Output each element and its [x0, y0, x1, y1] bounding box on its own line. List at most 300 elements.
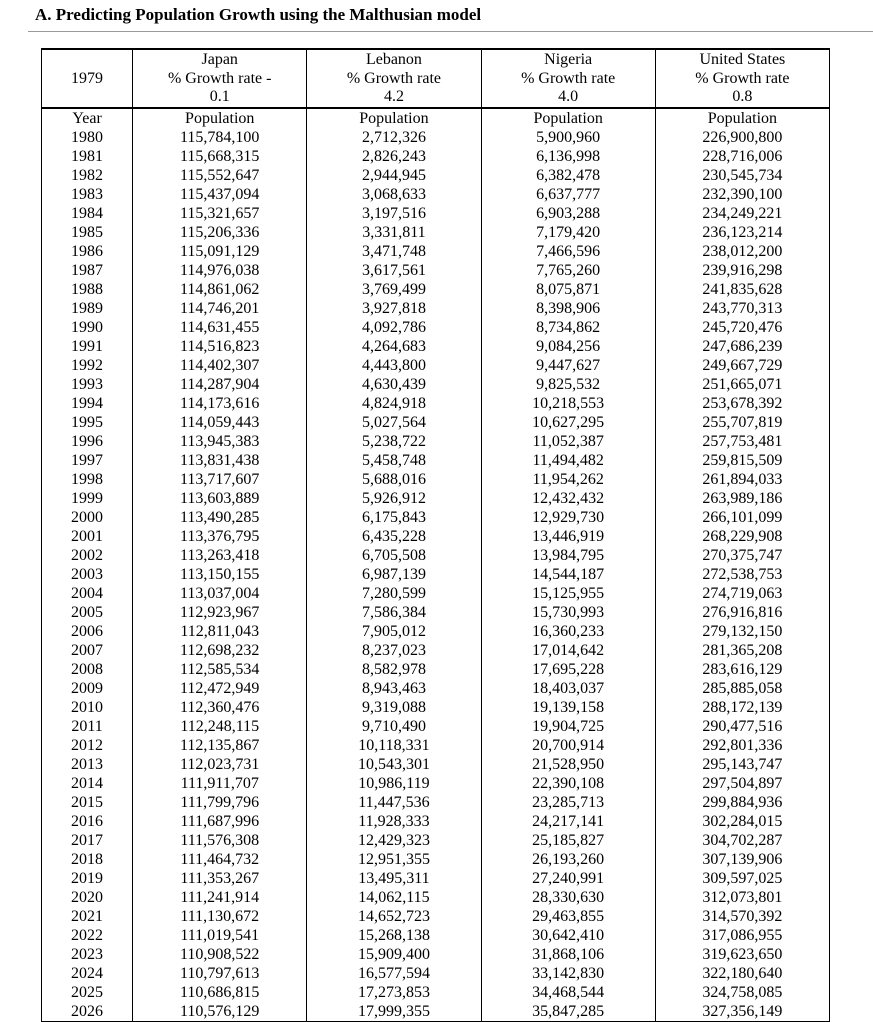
table-row [42, 413, 830, 432]
year-cell: 2023 [42, 945, 133, 964]
population-nigeria: 28,330,630 [481, 888, 655, 907]
population-lebanon: 5,458,748 [307, 451, 481, 470]
table-row [42, 242, 830, 261]
table-row [42, 546, 830, 565]
table-row [42, 508, 830, 527]
table-row [42, 907, 830, 926]
table-row [42, 603, 830, 622]
year-cell: 1983 [42, 185, 133, 204]
population-nigeria: 5,900,960 [481, 128, 655, 147]
population-japan: 112,472,949 [133, 679, 307, 698]
population-header-united-states: Population [655, 108, 829, 128]
header-row-columns [42, 108, 830, 128]
population-united-states: 232,390,100 [655, 185, 829, 204]
population-nigeria: 22,390,108 [481, 774, 655, 793]
population-lebanon: 6,987,139 [307, 565, 481, 584]
population-lebanon: 4,264,683 [307, 337, 481, 356]
population-united-states: 261,894,033 [655, 470, 829, 489]
population-lebanon: 3,068,633 [307, 185, 481, 204]
population-lebanon: 6,705,508 [307, 546, 481, 565]
population-nigeria: 9,447,627 [481, 356, 655, 375]
population-japan: 115,437,094 [133, 185, 307, 204]
population-japan: 115,668,315 [133, 147, 307, 166]
population-lebanon: 4,824,918 [307, 394, 481, 413]
year-cell: 1980 [42, 128, 133, 147]
population-united-states: 249,667,729 [655, 356, 829, 375]
population-japan: 112,811,043 [133, 622, 307, 641]
population-united-states: 317,086,955 [655, 926, 829, 945]
population-nigeria: 10,218,553 [481, 394, 655, 413]
population-united-states: 299,884,936 [655, 793, 829, 812]
year-cell: 1990 [42, 318, 133, 337]
table-row [42, 698, 830, 717]
table-row [42, 223, 830, 242]
population-nigeria: 8,734,862 [481, 318, 655, 337]
year-cell: 1999 [42, 489, 133, 508]
year-column-header: Year [42, 108, 133, 128]
table-row [42, 850, 830, 869]
population-japan: 115,784,100 [133, 128, 307, 147]
year-cell: 2007 [42, 641, 133, 660]
population-japan: 111,799,796 [133, 793, 307, 812]
population-nigeria: 13,984,795 [481, 546, 655, 565]
population-united-states: 274,719,063 [655, 584, 829, 603]
population-united-states: 322,180,640 [655, 964, 829, 983]
population-japan: 111,241,914 [133, 888, 307, 907]
title-underline [28, 31, 873, 32]
population-japan: 111,353,267 [133, 869, 307, 888]
population-nigeria: 7,466,596 [481, 242, 655, 261]
header-blank-cell [42, 49, 133, 69]
population-nigeria: 14,544,187 [481, 565, 655, 584]
population-nigeria: 21,528,950 [481, 755, 655, 774]
population-japan: 112,923,967 [133, 603, 307, 622]
population-japan: 113,376,795 [133, 527, 307, 546]
population-lebanon: 7,280,599 [307, 584, 481, 603]
year-cell: 2000 [42, 508, 133, 527]
population-japan: 114,516,823 [133, 337, 307, 356]
population-japan: 114,059,443 [133, 413, 307, 432]
population-nigeria: 6,637,777 [481, 185, 655, 204]
population-header-lebanon: Population [307, 108, 481, 128]
table-row [42, 299, 830, 318]
population-nigeria: 9,084,256 [481, 337, 655, 356]
table-row [42, 888, 830, 907]
population-nigeria: 34,468,544 [481, 983, 655, 1002]
population-nigeria: 19,904,725 [481, 717, 655, 736]
population-united-states: 309,597,025 [655, 869, 829, 888]
table-row [42, 774, 830, 793]
population-nigeria: 16,360,233 [481, 622, 655, 641]
population-nigeria: 33,142,830 [481, 964, 655, 983]
population-nigeria: 6,382,478 [481, 166, 655, 185]
population-nigeria: 18,403,037 [481, 679, 655, 698]
population-united-states: 319,623,650 [655, 945, 829, 964]
population-nigeria: 31,868,106 [481, 945, 655, 964]
population-united-states: 243,770,313 [655, 299, 829, 318]
population-united-states: 251,665,071 [655, 375, 829, 394]
table-row [42, 204, 830, 223]
population-header-nigeria: Population [481, 108, 655, 128]
population-nigeria: 6,136,998 [481, 147, 655, 166]
rate-label-nigeria: % Growth rate [481, 69, 655, 88]
population-japan: 113,717,607 [133, 470, 307, 489]
population-nigeria: 25,185,827 [481, 831, 655, 850]
table-row [42, 679, 830, 698]
table-row [42, 356, 830, 375]
year-cell: 1996 [42, 432, 133, 451]
year-cell: 2006 [42, 622, 133, 641]
population-japan: 111,019,541 [133, 926, 307, 945]
year-cell: 2026 [42, 1002, 133, 1022]
population-united-states: 304,702,287 [655, 831, 829, 850]
population-japan: 112,585,534 [133, 660, 307, 679]
population-united-states: 276,916,816 [655, 603, 829, 622]
year-cell: 1989 [42, 299, 133, 318]
population-japan: 114,287,904 [133, 375, 307, 394]
population-lebanon: 5,688,016 [307, 470, 481, 489]
year-cell: 2003 [42, 565, 133, 584]
table-row [42, 394, 830, 413]
population-lebanon: 10,986,119 [307, 774, 481, 793]
population-lebanon: 14,062,115 [307, 888, 481, 907]
population-united-states: 238,012,200 [655, 242, 829, 261]
table-row [42, 793, 830, 812]
population-japan: 110,576,129 [133, 1002, 307, 1022]
population-lebanon: 3,927,818 [307, 299, 481, 318]
year-cell: 1998 [42, 470, 133, 489]
year-cell: 2025 [42, 983, 133, 1002]
table-row [42, 660, 830, 679]
population-united-states: 230,545,734 [655, 166, 829, 185]
population-united-states: 245,720,476 [655, 318, 829, 337]
table-row [42, 983, 830, 1002]
table-row [42, 869, 830, 888]
table-row [42, 945, 830, 964]
table-row [42, 717, 830, 736]
population-united-states: 228,716,006 [655, 147, 829, 166]
population-nigeria: 17,695,228 [481, 660, 655, 679]
population-united-states: 288,172,139 [655, 698, 829, 717]
population-lebanon: 12,429,323 [307, 831, 481, 850]
year-cell: 2019 [42, 869, 133, 888]
year-cell: 2005 [42, 603, 133, 622]
population-lebanon: 8,582,978 [307, 660, 481, 679]
population-lebanon: 5,238,722 [307, 432, 481, 451]
population-united-states: 257,753,481 [655, 432, 829, 451]
population-united-states: 290,477,516 [655, 717, 829, 736]
table-row [42, 166, 830, 185]
table-row [42, 1002, 830, 1022]
rate-value-japan: 0.1 [133, 88, 307, 108]
population-united-states: 302,284,015 [655, 812, 829, 831]
population-japan: 110,686,815 [133, 983, 307, 1002]
table-row [42, 622, 830, 641]
year-cell: 1986 [42, 242, 133, 261]
population-japan: 112,248,115 [133, 717, 307, 736]
year-cell: 1985 [42, 223, 133, 242]
year-cell: 1994 [42, 394, 133, 413]
header-row-country [42, 49, 830, 69]
population-lebanon: 3,617,561 [307, 261, 481, 280]
population-japan: 114,402,307 [133, 356, 307, 375]
population-lebanon: 8,943,463 [307, 679, 481, 698]
population-united-states: 281,365,208 [655, 641, 829, 660]
population-nigeria: 8,075,871 [481, 280, 655, 299]
population-lebanon: 10,543,301 [307, 755, 481, 774]
population-header-japan: Population [133, 108, 307, 128]
population-nigeria: 20,700,914 [481, 736, 655, 755]
population-lebanon: 10,118,331 [307, 736, 481, 755]
population-nigeria: 17,014,642 [481, 641, 655, 660]
population-united-states: 295,143,747 [655, 755, 829, 774]
population-united-states: 234,249,221 [655, 204, 829, 223]
population-nigeria: 13,446,919 [481, 527, 655, 546]
population-nigeria: 29,463,855 [481, 907, 655, 926]
population-lebanon: 3,331,811 [307, 223, 481, 242]
table-row [42, 736, 830, 755]
population-lebanon: 2,826,243 [307, 147, 481, 166]
table-row [42, 755, 830, 774]
population-united-states: 283,616,129 [655, 660, 829, 679]
year-cell: 2008 [42, 660, 133, 679]
population-united-states: 272,538,753 [655, 565, 829, 584]
population-united-states: 312,073,801 [655, 888, 829, 907]
country-name-japan: Japan [133, 49, 307, 69]
table-row [42, 584, 830, 603]
rate-label-lebanon: % Growth rate [307, 69, 481, 88]
header-blank-cell [42, 88, 133, 108]
year-cell: 2009 [42, 679, 133, 698]
table-row [42, 964, 830, 983]
year-cell: 2024 [42, 964, 133, 983]
population-nigeria: 11,052,387 [481, 432, 655, 451]
table-row [42, 147, 830, 166]
table-row [42, 470, 830, 489]
year-cell: 2002 [42, 546, 133, 565]
population-japan: 111,130,672 [133, 907, 307, 926]
population-japan: 113,037,004 [133, 584, 307, 603]
population-united-states: 259,815,509 [655, 451, 829, 470]
year-cell: 1995 [42, 413, 133, 432]
population-japan: 115,206,336 [133, 223, 307, 242]
population-japan: 112,135,867 [133, 736, 307, 755]
population-lebanon: 14,652,723 [307, 907, 481, 926]
population-nigeria: 6,903,288 [481, 204, 655, 223]
table-row [42, 926, 830, 945]
page-title: A. Predicting Population Growth using the Malthusian model [35, 5, 482, 24]
population-nigeria: 7,765,260 [481, 261, 655, 280]
population-united-states: 239,916,298 [655, 261, 829, 280]
population-lebanon: 2,712,326 [307, 128, 481, 147]
population-united-states: 297,504,897 [655, 774, 829, 793]
population-nigeria: 12,432,432 [481, 489, 655, 508]
population-united-states: 285,885,058 [655, 679, 829, 698]
population-japan: 114,631,455 [133, 318, 307, 337]
year-cell: 2013 [42, 755, 133, 774]
year-cell: 2021 [42, 907, 133, 926]
table-row [42, 128, 830, 147]
year-cell: 1988 [42, 280, 133, 299]
year-cell: 2011 [42, 717, 133, 736]
year-cell: 1982 [42, 166, 133, 185]
year-cell: 2018 [42, 850, 133, 869]
population-lebanon: 17,999,355 [307, 1002, 481, 1022]
population-united-states: 241,835,628 [655, 280, 829, 299]
table-row [42, 641, 830, 660]
year-cell: 1987 [42, 261, 133, 280]
population-japan: 115,552,647 [133, 166, 307, 185]
table-row [42, 375, 830, 394]
population-lebanon: 5,926,912 [307, 489, 481, 508]
population-lebanon: 9,710,490 [307, 717, 481, 736]
year-cell: 2012 [42, 736, 133, 755]
year-cell: 2017 [42, 831, 133, 850]
table-row [42, 489, 830, 508]
population-lebanon: 11,928,333 [307, 812, 481, 831]
population-lebanon: 4,443,800 [307, 356, 481, 375]
population-lebanon: 15,909,400 [307, 945, 481, 964]
country-name-nigeria: Nigeria [481, 49, 655, 69]
table-row [42, 337, 830, 356]
table-row [42, 432, 830, 451]
population-japan: 114,976,038 [133, 261, 307, 280]
base-year-cell: 1979 [42, 69, 133, 88]
population-nigeria: 7,179,420 [481, 223, 655, 242]
year-cell: 2020 [42, 888, 133, 907]
population-united-states: 226,900,800 [655, 128, 829, 147]
population-united-states: 327,356,149 [655, 1002, 829, 1022]
population-lebanon: 4,092,786 [307, 318, 481, 337]
population-united-states: 255,707,819 [655, 413, 829, 432]
population-japan: 112,698,232 [133, 641, 307, 660]
population-nigeria: 11,954,262 [481, 470, 655, 489]
rate-value-nigeria: 4.0 [481, 88, 655, 108]
population-nigeria: 23,285,713 [481, 793, 655, 812]
population-nigeria: 15,730,993 [481, 603, 655, 622]
population-lebanon: 9,319,088 [307, 698, 481, 717]
rate-label-japan: % Growth rate - [133, 69, 307, 88]
population-japan: 112,360,476 [133, 698, 307, 717]
population-japan: 113,263,418 [133, 546, 307, 565]
population-lebanon: 3,197,516 [307, 204, 481, 223]
population-nigeria: 15,125,955 [481, 584, 655, 603]
population-united-states: 266,101,099 [655, 508, 829, 527]
population-lebanon: 4,630,439 [307, 375, 481, 394]
header-row-rate-label [42, 69, 830, 88]
population-lebanon: 7,586,384 [307, 603, 481, 622]
population-nigeria: 27,240,991 [481, 869, 655, 888]
population-japan: 114,173,616 [133, 394, 307, 413]
year-cell: 1997 [42, 451, 133, 470]
population-japan: 111,911,707 [133, 774, 307, 793]
population-japan: 112,023,731 [133, 755, 307, 774]
table-row [42, 185, 830, 204]
population-nigeria: 26,193,260 [481, 850, 655, 869]
population-japan: 113,945,383 [133, 432, 307, 451]
population-lebanon: 2,944,945 [307, 166, 481, 185]
year-cell: 2004 [42, 584, 133, 603]
population-japan: 114,746,201 [133, 299, 307, 318]
population-lebanon: 3,769,499 [307, 280, 481, 299]
year-cell: 2016 [42, 812, 133, 831]
table-row [42, 280, 830, 299]
population-japan: 113,150,155 [133, 565, 307, 584]
population-united-states: 279,132,150 [655, 622, 829, 641]
population-united-states: 270,375,747 [655, 546, 829, 565]
year-cell: 2022 [42, 926, 133, 945]
population-lebanon: 8,237,023 [307, 641, 481, 660]
table-row [42, 261, 830, 280]
population-japan: 115,321,657 [133, 204, 307, 223]
population-japan: 115,091,129 [133, 242, 307, 261]
table-row [42, 831, 830, 850]
year-cell: 1992 [42, 356, 133, 375]
population-united-states: 307,139,906 [655, 850, 829, 869]
population-lebanon: 3,471,748 [307, 242, 481, 261]
population-lebanon: 11,447,536 [307, 793, 481, 812]
population-lebanon: 7,905,012 [307, 622, 481, 641]
population-nigeria: 10,627,295 [481, 413, 655, 432]
rate-value-united-states: 0.8 [655, 88, 829, 108]
population-nigeria: 11,494,482 [481, 451, 655, 470]
population-japan: 111,687,996 [133, 812, 307, 831]
table-row [42, 812, 830, 831]
year-cell: 1993 [42, 375, 133, 394]
rate-value-lebanon: 4.2 [307, 88, 481, 108]
population-japan: 111,464,732 [133, 850, 307, 869]
population-nigeria: 30,642,410 [481, 926, 655, 945]
population-japan: 114,861,062 [133, 280, 307, 299]
table-row [42, 565, 830, 584]
population-lebanon: 13,495,311 [307, 869, 481, 888]
population-nigeria: 19,139,158 [481, 698, 655, 717]
year-cell: 1991 [42, 337, 133, 356]
table-row [42, 318, 830, 337]
year-cell: 2001 [42, 527, 133, 546]
population-united-states: 247,686,239 [655, 337, 829, 356]
population-nigeria: 8,398,906 [481, 299, 655, 318]
population-lebanon: 16,577,594 [307, 964, 481, 983]
population-nigeria: 35,847,285 [481, 1002, 655, 1022]
population-united-states: 263,989,186 [655, 489, 829, 508]
table-row [42, 527, 830, 546]
table-row [42, 451, 830, 470]
population-united-states: 268,229,908 [655, 527, 829, 546]
population-lebanon: 6,175,843 [307, 508, 481, 527]
population-japan: 110,908,522 [133, 945, 307, 964]
population-japan: 111,576,308 [133, 831, 307, 850]
header-row-rate-value [42, 88, 830, 108]
population-united-states: 253,678,392 [655, 394, 829, 413]
population-united-states: 236,123,214 [655, 223, 829, 242]
year-cell: 1981 [42, 147, 133, 166]
population-nigeria: 9,825,532 [481, 375, 655, 394]
population-table [41, 48, 830, 1022]
year-cell: 2014 [42, 774, 133, 793]
country-name-lebanon: Lebanon [307, 49, 481, 69]
population-lebanon: 12,951,355 [307, 850, 481, 869]
year-cell: 2010 [42, 698, 133, 717]
rate-label-united-states: % Growth rate [655, 69, 829, 88]
population-lebanon: 17,273,853 [307, 983, 481, 1002]
population-nigeria: 24,217,141 [481, 812, 655, 831]
population-japan: 113,831,438 [133, 451, 307, 470]
year-cell: 1984 [42, 204, 133, 223]
population-lebanon: 5,027,564 [307, 413, 481, 432]
country-name-united-states: United States [655, 49, 829, 69]
population-japan: 110,797,613 [133, 964, 307, 983]
